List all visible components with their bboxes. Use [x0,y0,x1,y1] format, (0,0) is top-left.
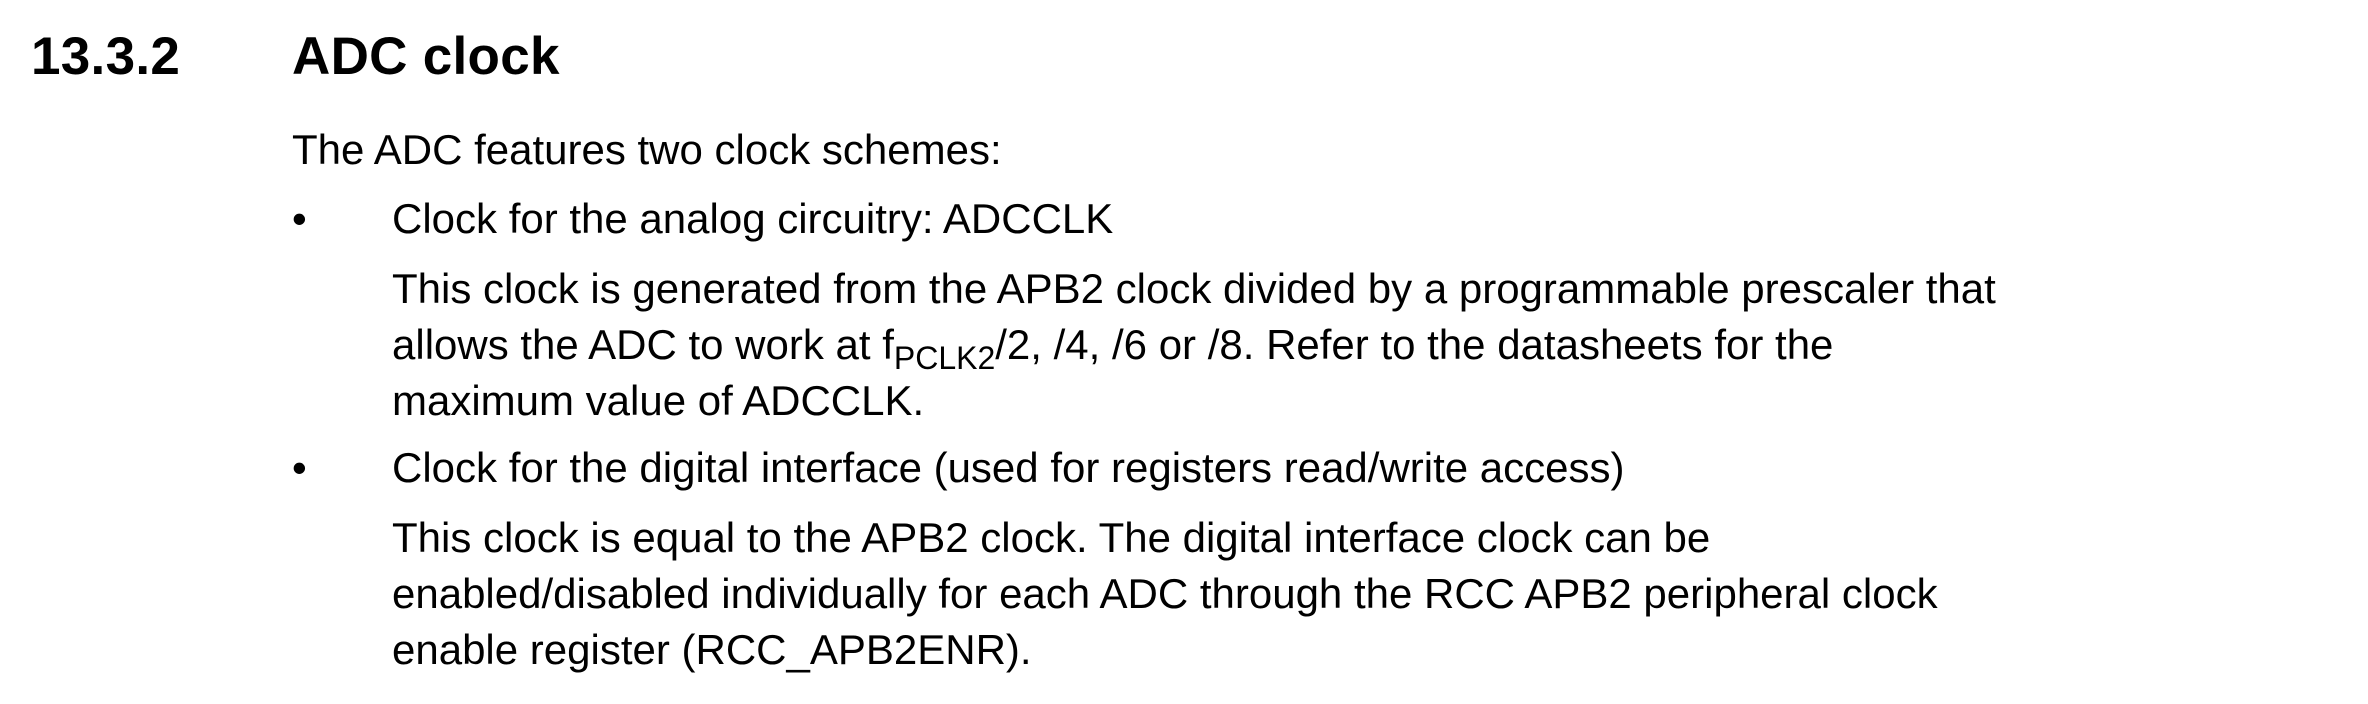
subscript-text: PCLK2 [893,340,996,376]
description-text: allows the ADC to work at f [392,321,894,368]
description-text: /2, /4, /6 or /8. Refer to the datasheets for the [995,321,1834,368]
list-item [292,440,2292,673]
bullet-row [292,440,2292,496]
list-item [292,191,2292,424]
bullet-label: Clock for the analog circuitry: ADCCLK [392,195,1114,242]
description-line: This clock is equal to the APB2 clock. The digital interface clock can be [392,514,1711,561]
description-line: enable register (RCC_APB2ENR). [392,626,1032,673]
description-line: enabled/disabled individually for each ADC through the RCC APB2 peripheral clock [392,570,1938,617]
section-title: ADC clock [292,27,560,86]
bullet-icon: • [292,195,307,242]
description-line: This clock is generated from the APB2 clock divided by a programmable prescaler that [392,265,1996,312]
bullet-description [392,261,2292,429]
description-line [392,317,2292,376]
section-heading [0,22,2368,92]
bullet-icon: • [292,444,307,491]
section-number: 13.3.2 [31,27,181,86]
bullet-row [292,191,2292,247]
bullet-label: Clock for the digital interface (used for registers read/write access) [392,444,1625,491]
description-line: maximum value of ADCCLK. [392,377,925,424]
intro-paragraph: The ADC features two clock schemes: [292,126,1002,173]
bullet-description [392,510,2292,678]
